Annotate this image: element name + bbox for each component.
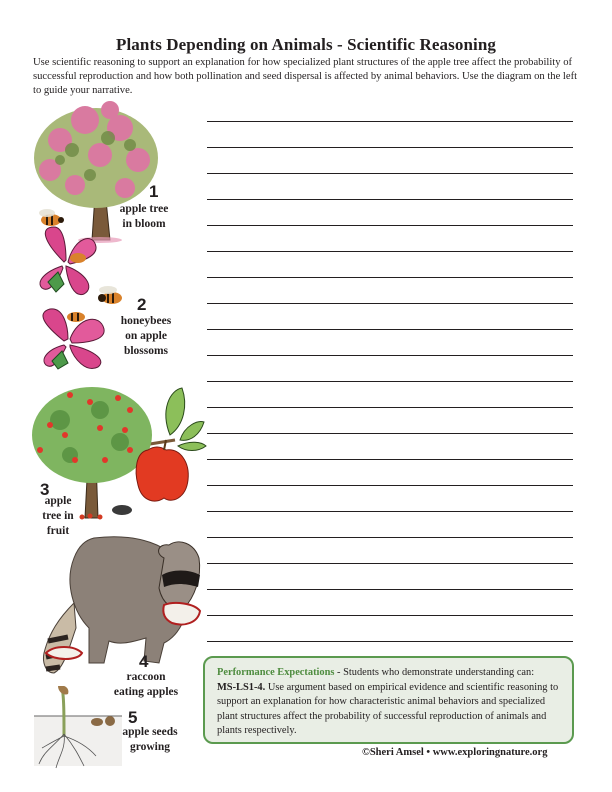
pe-standard-text: Use argument based on empirical evidence and scientific reasoning to support an explanation for how characteristic animal behaviors and specialized plant structures affect the probability of successful reproduction of animals and plants respectively. xyxy=(217,681,559,736)
writing-line[interactable] xyxy=(207,121,573,122)
writing-line[interactable] xyxy=(207,329,573,330)
writing-line[interactable] xyxy=(207,173,573,174)
writing-line[interactable] xyxy=(207,459,573,460)
diagram-number-1: 1 xyxy=(149,182,159,201)
writing-line[interactable] xyxy=(207,485,573,486)
writing-line[interactable] xyxy=(207,433,573,434)
diagram-number-4: 4 xyxy=(139,652,149,671)
footer-copyright: ©Sheri Amsel • www.exploringnature.org xyxy=(362,747,548,758)
writing-line[interactable] xyxy=(207,563,573,564)
diagram-number-2: 2 xyxy=(137,295,147,314)
diagram-label-2: honeybees on apple blossoms xyxy=(120,315,172,357)
pe-standard-code: MS-LS1-4. xyxy=(217,681,266,693)
writing-line[interactable] xyxy=(207,615,573,616)
writing-line[interactable] xyxy=(207,641,573,642)
writing-line[interactable] xyxy=(207,537,573,538)
diagram-number-3: 3 xyxy=(40,480,50,499)
writing-line[interactable] xyxy=(207,381,573,382)
writing-line[interactable] xyxy=(207,589,573,590)
diagram-label-5: apple seeds growing xyxy=(122,726,178,753)
diagram-number-5: 5 xyxy=(128,708,138,727)
writing-line[interactable] xyxy=(207,355,573,356)
writing-line[interactable] xyxy=(207,147,573,148)
page-title: Plants Depending on Animals - Scientific Reasoning xyxy=(116,35,496,54)
diagram-label-3: apple tree in fruit xyxy=(42,495,74,537)
writing-line[interactable] xyxy=(207,199,573,200)
pe-heading: Performance Expectations xyxy=(217,667,335,678)
pe-intro: - Students who demonstrate understanding can: xyxy=(334,667,535,678)
writing-line[interactable] xyxy=(207,407,573,408)
performance-expectations-box xyxy=(203,656,574,744)
diagram-label-1: apple tree in bloom xyxy=(119,203,169,230)
blossom-with-bee-icon xyxy=(34,303,114,373)
diagram-label-4: raccoon eating apples xyxy=(113,671,179,698)
instructions: Use scientific reasoning to support an explanation for how specialized plant structures of the apple tree affect the probability of successful reproduction and how both pollination and seed dispersal is affected by animal behaviors. Use the diagram on the left to guide your narrative. xyxy=(33,57,578,96)
writing-line[interactable] xyxy=(207,225,573,226)
writing-line[interactable] xyxy=(207,277,573,278)
apple-blossom-icon xyxy=(34,222,100,300)
raccoon-icon xyxy=(34,533,202,683)
writing-line[interactable] xyxy=(207,303,573,304)
writing-line[interactable] xyxy=(207,511,573,512)
writing-line[interactable] xyxy=(207,251,573,252)
